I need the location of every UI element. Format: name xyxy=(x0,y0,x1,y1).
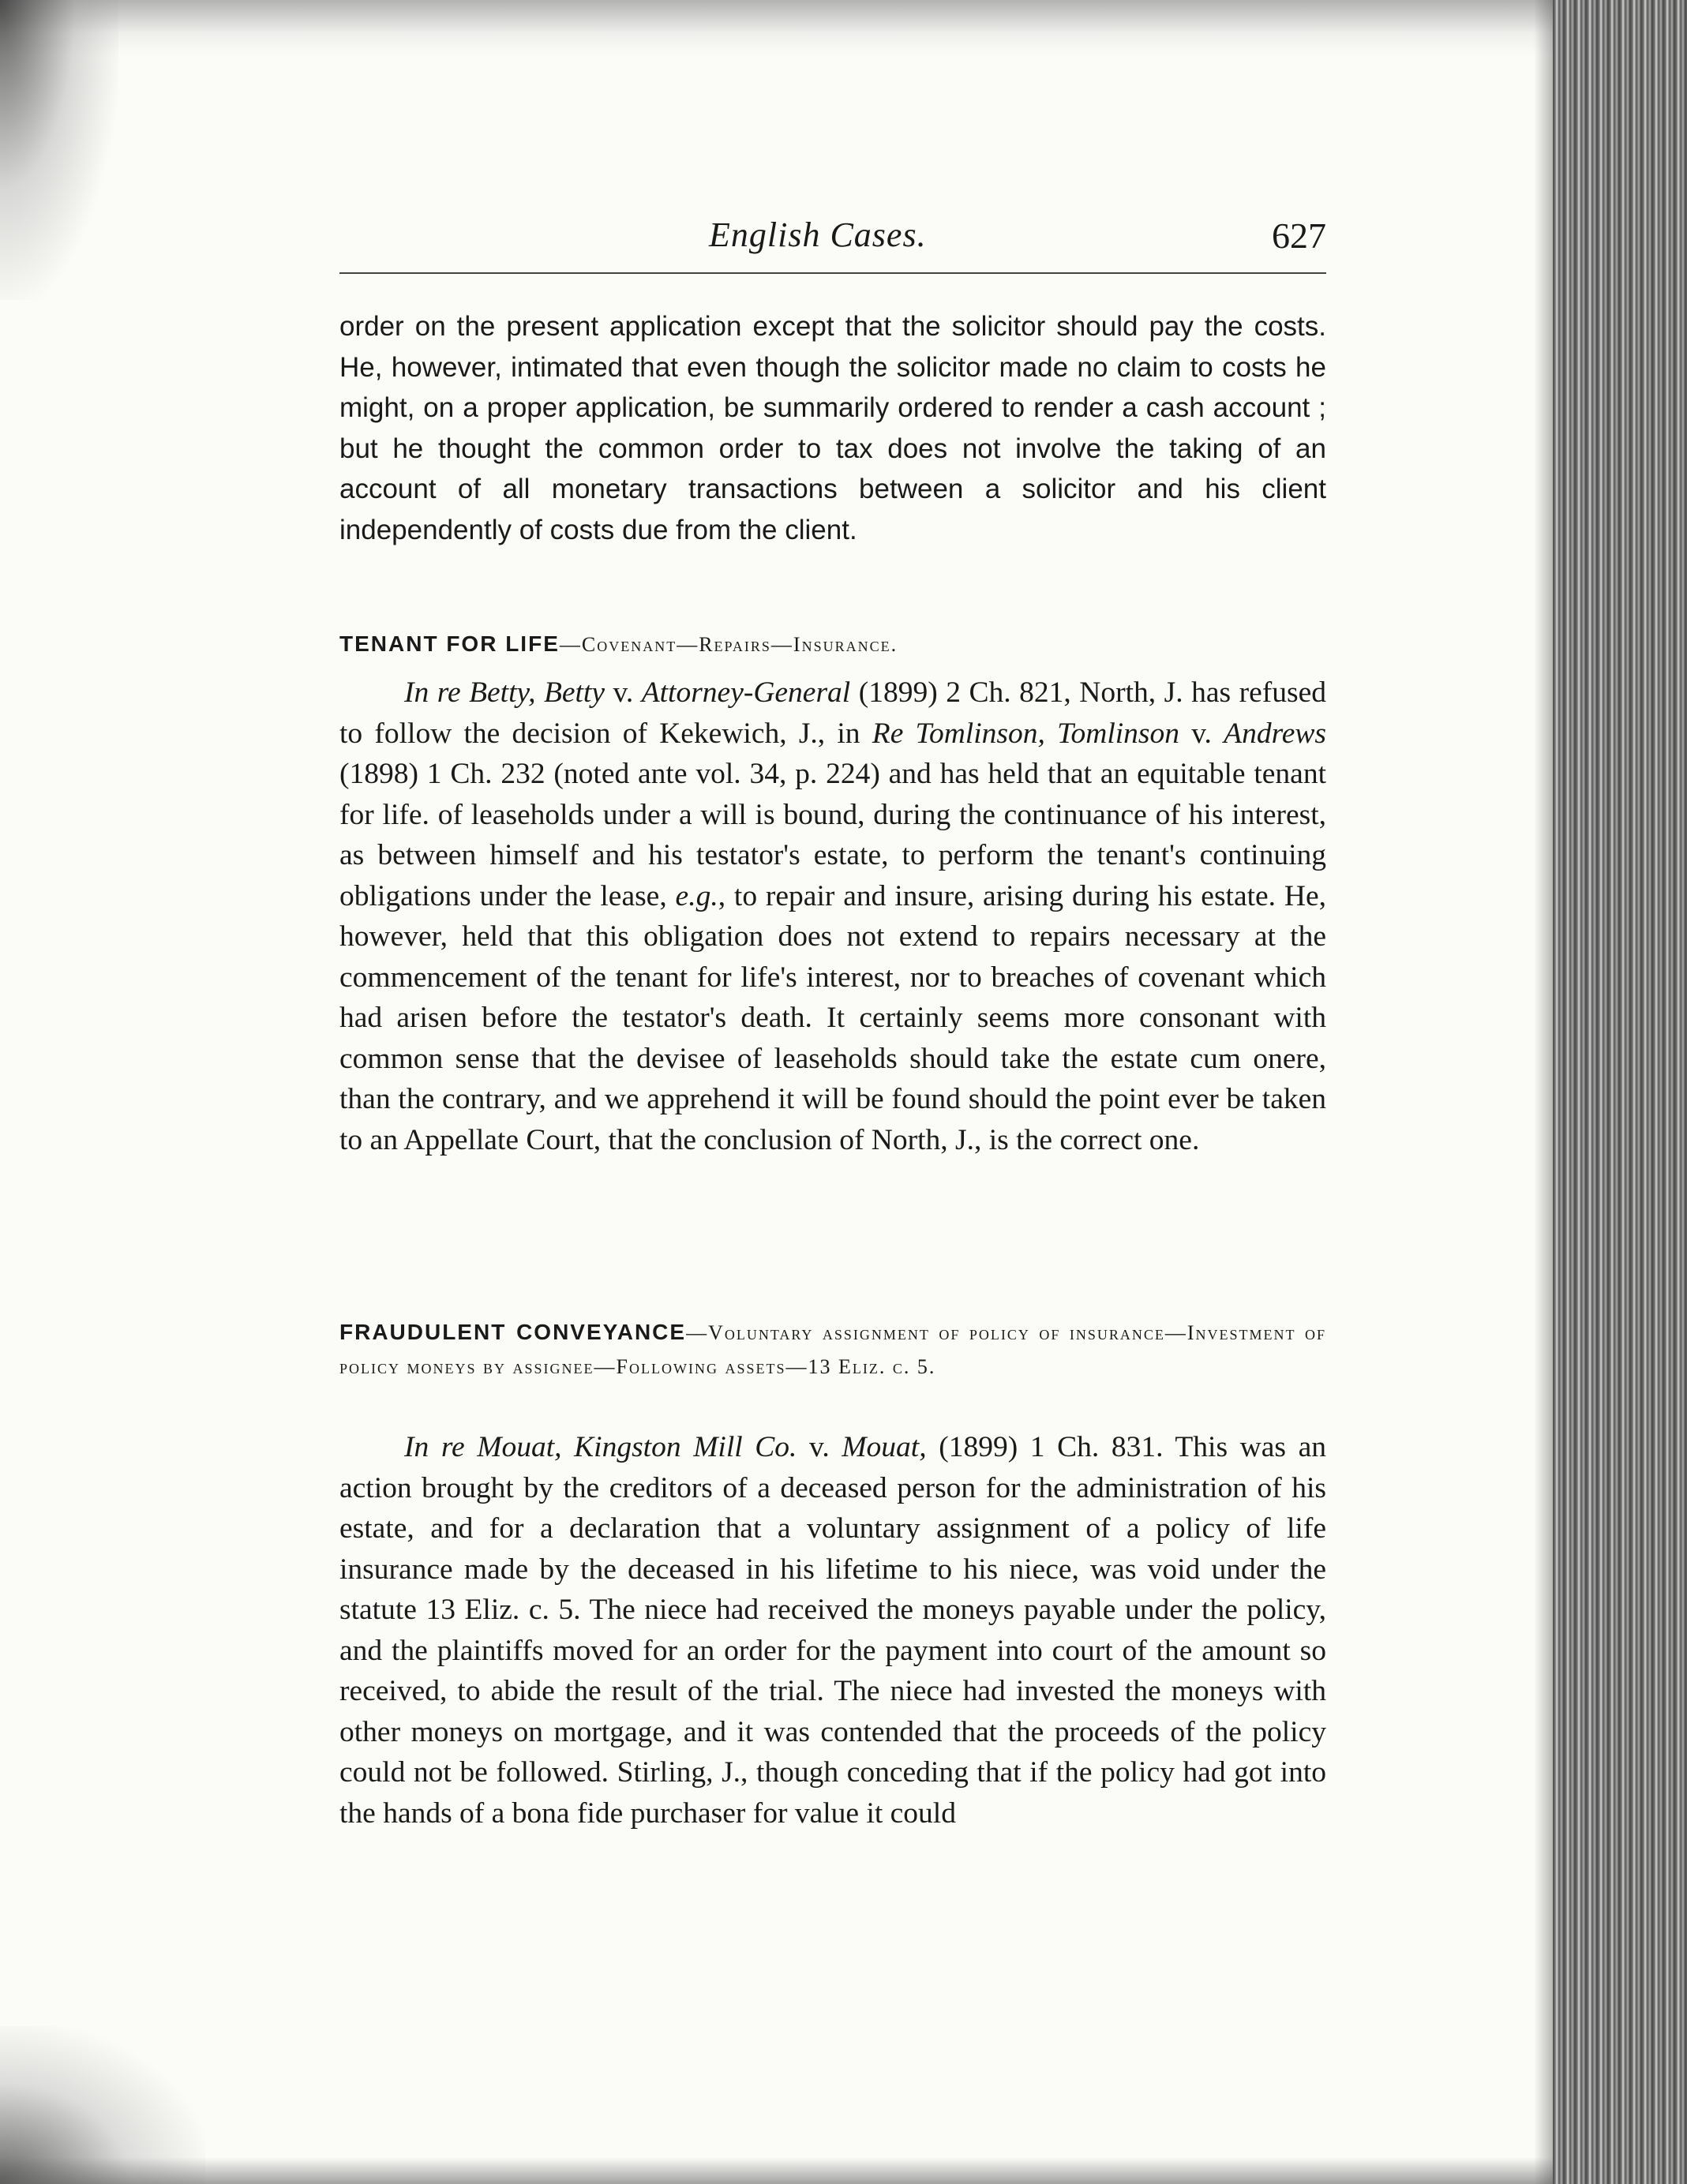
heading-bold: TENANT FOR LIFE xyxy=(339,631,560,656)
case-versus: v. xyxy=(605,676,642,709)
paragraph-mouat-case xyxy=(339,1427,1326,1834)
case-name: Andrews xyxy=(1224,717,1327,750)
scan-shadow-bottom xyxy=(0,2157,1553,2184)
case-name: Attorney-General xyxy=(641,676,851,709)
body-text: (1899) 2 Ch. 821, North, J. has refused to follow the decision of Kekewich, J., in xyxy=(339,676,1326,750)
heading-subtopics: —Voluntary assignment of policy of insurance—Investment of policy moneys by assignee—Following assets—13 Eliz. c. 5. xyxy=(339,1321,1326,1378)
section-heading-fraudulent-conveyance xyxy=(339,1317,1326,1385)
case-name: In re Betty, Betty xyxy=(404,676,605,709)
paragraph-betty-case xyxy=(339,672,1326,1160)
book-binding-edge xyxy=(1553,0,1687,2184)
scan-shadow-top-left xyxy=(0,0,118,300)
heading-subtopics: —Covenant—Repairs—Insurance. xyxy=(559,633,898,656)
body-text: , to repair and insure, arising during his estate. He, however, held that this obligation does not extend to repairs necessary at the commencement of the tenant for life's interest, nor to breaches of covenant which had arisen before the testator's death. It certainly seems more consonant with common sense that the devisee of leaseholds should take the estate cum onere, than the contrary, and we apprehend it will be found should the point ever be taken to an Appellate Court, that the conclusion of North, J., is the correct one. xyxy=(339,879,1326,1156)
paragraph-continued: order on the present application except that the solicitor should pay the costs. He, however, intimated that even though the solicitor made no claim to costs he might, on a proper application, be summarily ordered to render a cash account ; but he thought the common order to tax does not involve the taking of an account of all monetary transactions between a solicitor and his client independently of costs due from the client. xyxy=(339,311,1326,545)
heading-bold: FRAUDULENT CONVEYANCE xyxy=(339,1320,687,1344)
case-versus: v. xyxy=(1179,717,1224,750)
page-header xyxy=(339,215,1326,270)
case-versus: v. xyxy=(797,1431,842,1463)
case-name: Re Tomlinson, Tomlinson xyxy=(872,717,1180,750)
case-name: In re Mouat, Kingston Mill Co. xyxy=(404,1431,797,1463)
section-heading-tenant-for-life xyxy=(339,631,1326,657)
running-title: English Cases. xyxy=(709,215,927,254)
abbreviation-eg: e.g. xyxy=(675,879,718,912)
body-text: (1898) 1 Ch. 232 (noted ante vol. 34, p. 224) and has held that an equitable tenant for life. of leaseholds under a will is bound, during the continuance of his interest, as between himself and his testator's estate, to perform the tenant's continuing obligations under the lease, xyxy=(339,758,1326,912)
page-number: 627 xyxy=(1272,215,1326,256)
scan-shadow-top xyxy=(0,0,1553,55)
binding-shadow xyxy=(1534,0,1553,2184)
header-rule xyxy=(339,272,1326,274)
case-name: Mouat, xyxy=(842,1431,927,1463)
body-text: (1899) 1 Ch. 831. This was an action brought by the creditors of a deceased person for the administration of his estate, and for a declaration that a voluntary assignment of a policy of life insurance made by the deceased in his lifetime to his niece, was void under the statute 13 Eliz. c. 5. The niece had received the moneys payable under the policy, and the plaintiffs moved for an order for the payment into court of the amount so received, to abide the result of the trial. The niece had invested the moneys with other moneys on mortgage, and it was contended that the proceeds of the policy could not be followed. Stirling, J., though conceding that if the policy had got into the hands of a bona fide purchaser for value it could xyxy=(339,1431,1326,1830)
